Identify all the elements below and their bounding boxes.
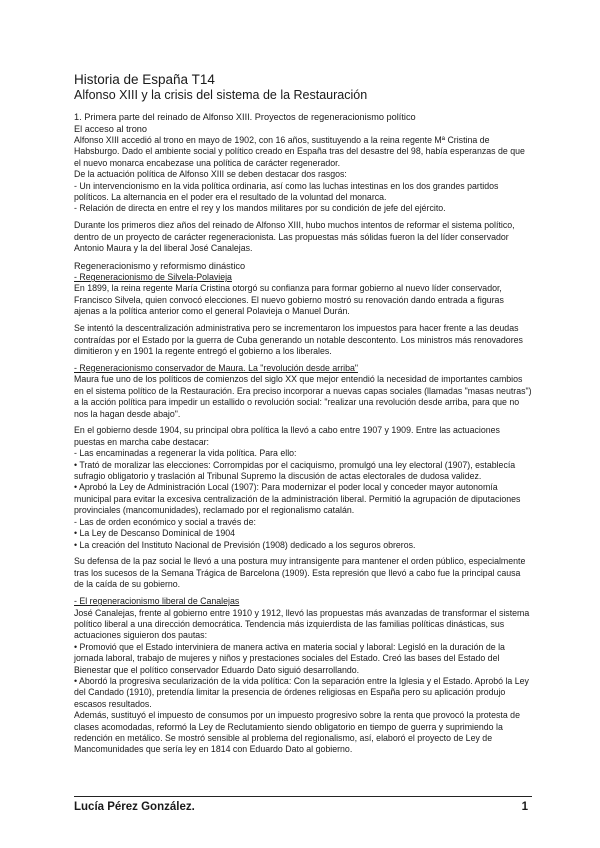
list-item: • La Ley de Descanso Dominical de 1904 bbox=[74, 528, 236, 539]
subsection-title-maura: - Regeneracionismo conservador de Maura. La "revolución desde arriba" bbox=[74, 362, 358, 373]
paragraph: En 1899, la reina regente María Cristina otorgó su confianza para formar gobierno al nuevo líder conservador, Francisco Silvela, quien convocó elecciones. El nuevo gobierno mostró su renovación dando entrada a figuras ajenas a la política anterior como el general Polavieja o Manuel Durán. bbox=[74, 283, 504, 317]
paragraph: Su defensa de la paz social le llevó a una postura muy intransigente para mantener el orden público, especialmente tras los sucesos de la Semana Trágica de Barcelona (1909). Esta represión que llevó a cabo fue la principal causa de la caída de su gobierno. bbox=[74, 556, 526, 590]
paragraph: Durante los primeros diez años del reinado de Alfonso XIII, hubo muchos intentos de reformar el sistema político, dentro de un proyecto de carácter regeneracionista. Las propuestas más sólidas fueron la del líder conservador Antonio Maura y la del liberal José Canalejas. bbox=[74, 220, 515, 254]
page-number: 1 bbox=[521, 801, 528, 813]
subsection-title-silvela: - Regeneracionismo de Silvela-Polavieja bbox=[74, 272, 232, 283]
list-item: • Trató de moralizar las elecciones: Corrompidas por el caciquismo, promulgó una ley electoral (1907), establecía sufragio obligatorio y traslación al Tribunal Supremo la discusión de actas electorales de dudosa validez. bbox=[74, 459, 516, 482]
document-title: Historia de España T14 bbox=[74, 72, 215, 87]
paragraph: De la actuación política de Alfonso XIII se deben destacar dos rasgos: bbox=[74, 169, 347, 180]
author-name: Lucía Pérez González. bbox=[74, 801, 195, 813]
section-1-subtitle: El acceso al trono bbox=[74, 123, 148, 134]
section-1-title: 1. Primera parte del reinado de Alfonso XIII. Proyectos de regeneracionismo político bbox=[74, 112, 416, 122]
list-item: • Abordó la progresiva secularización de la vida política: Con la separación entre la Iglesia y el Estado. Aprobó la Ley del Candado (1910), pretendía limitar la presencia de órdenes religiosas en España pero su aplicación produjo escasos resultados. bbox=[74, 675, 529, 709]
list-item: - Relación de directa en entre el rey y los mandos militares por su condición de jefe del ejército. bbox=[74, 203, 446, 214]
paragraph: Maura fue uno de los políticos de comienzos del siglo XX que mejor entendió la necesidad de importantes cambios en el sistema político de la Restauración. Era preciso incorporar a nuevas capas sociales (llamadas "masas neutras") a la acción política para impedir un estallido o revolución social: "realizar una revolución desde arriba, para que no nos la hagan desde abajo". bbox=[74, 374, 532, 419]
list-item: • Promovió que el Estado interviniera de manera activa en materia social y laboral: Legisló en la duración de la jornada laboral, trabajo de mujeres y niños y prestaciones sociales del Estado. Creó las bases del Estado del Bienestar que el político conservador Eduardo Dato siguió desarrollando. bbox=[74, 641, 505, 675]
list-item: • Aprobó la Ley de Administración Local (1907): Para modernizar el poder local y conceder mayor autonomía municipal para evitar la excesiva centralización de la administración liberal. Permitió la agrupación de diputaciones provinciales (mancomunidades), reclamado por el regionalismo catalán. bbox=[74, 482, 521, 516]
list-item: - Un intervencionismo en la vida política ordinaria, así como las luchas intestinas en los dos grandes partidos políticos. La alternancia en el poder era el resultado de la voluntad del monarca. bbox=[74, 180, 499, 203]
list-item: • La creación del Instituto Nacional de Previsión (1908) dedicado a los seguros obreros. bbox=[74, 539, 416, 550]
document-header bbox=[74, 72, 534, 103]
paragraph: Alfonso XIII accedió al trono en mayo de 1902, con 16 años, sustituyendo a la reina regente Mª Cristina de Habsburgo. Dado el ambiente social y político creado en España tras del desastre del 98, había esperanzas de que el nuevo monarca encabezase una política de carácter regenerador. bbox=[74, 135, 525, 168]
document-body bbox=[74, 112, 532, 756]
document-subtitle: Alfonso XIII y la crisis del sistema de la Restauración bbox=[74, 88, 368, 102]
page-footer bbox=[74, 796, 532, 813]
paragraph: Se intentó la descentralización administrativa pero se incrementaron los impuestos para hacer frente a las deudas contraídas por el Estado por la guerra de Cuba generando un notable descontento. Los ministros más renovadores dimitieron y en 1901 la regente entregó el gobierno a los liberales. bbox=[74, 323, 523, 356]
section-2-title: Regeneracionismo y reformismo dinástico bbox=[74, 260, 246, 271]
list-item: - Las de orden económico y social a través de: bbox=[74, 516, 256, 527]
paragraph: José Canalejas, frente al gobierno entre 1910 y 1912, llevó las propuestas más avanzadas de transformar el sistema político liberal a una dirección democrática. Tendencia más izquierdista de las familias políticas dinásticas, sus actuaciones siguieron dos pautas: bbox=[74, 607, 530, 641]
list-item: - Las encaminadas a regenerar la vida política. Para ello: bbox=[74, 448, 297, 459]
subsection-title-canalejas: - El regeneracionismo liberal de Canalejas bbox=[74, 596, 240, 607]
paragraph: En el gobierno desde 1904, su principal obra política la llevó a cabo entre 1907 y 1909. Entre las actuaciones puestas en marcha cabe destacar: bbox=[74, 425, 500, 447]
paragraph: Además, sustituyó el impuesto de consumos por un impuesto progresivo sobre la renta que provocó la protesta de clases acomodadas, reformó la Ley de Reclutamiento siendo obligatorio en tiempo de guerra y suprimiendo la redención en metálico. Se mostró sensible al problema del regionalismo, así, elaboró el proyecto de Ley de Mancomunidades que sería ley en 1814 con Eduardo Dato al gobierno. bbox=[74, 710, 520, 755]
